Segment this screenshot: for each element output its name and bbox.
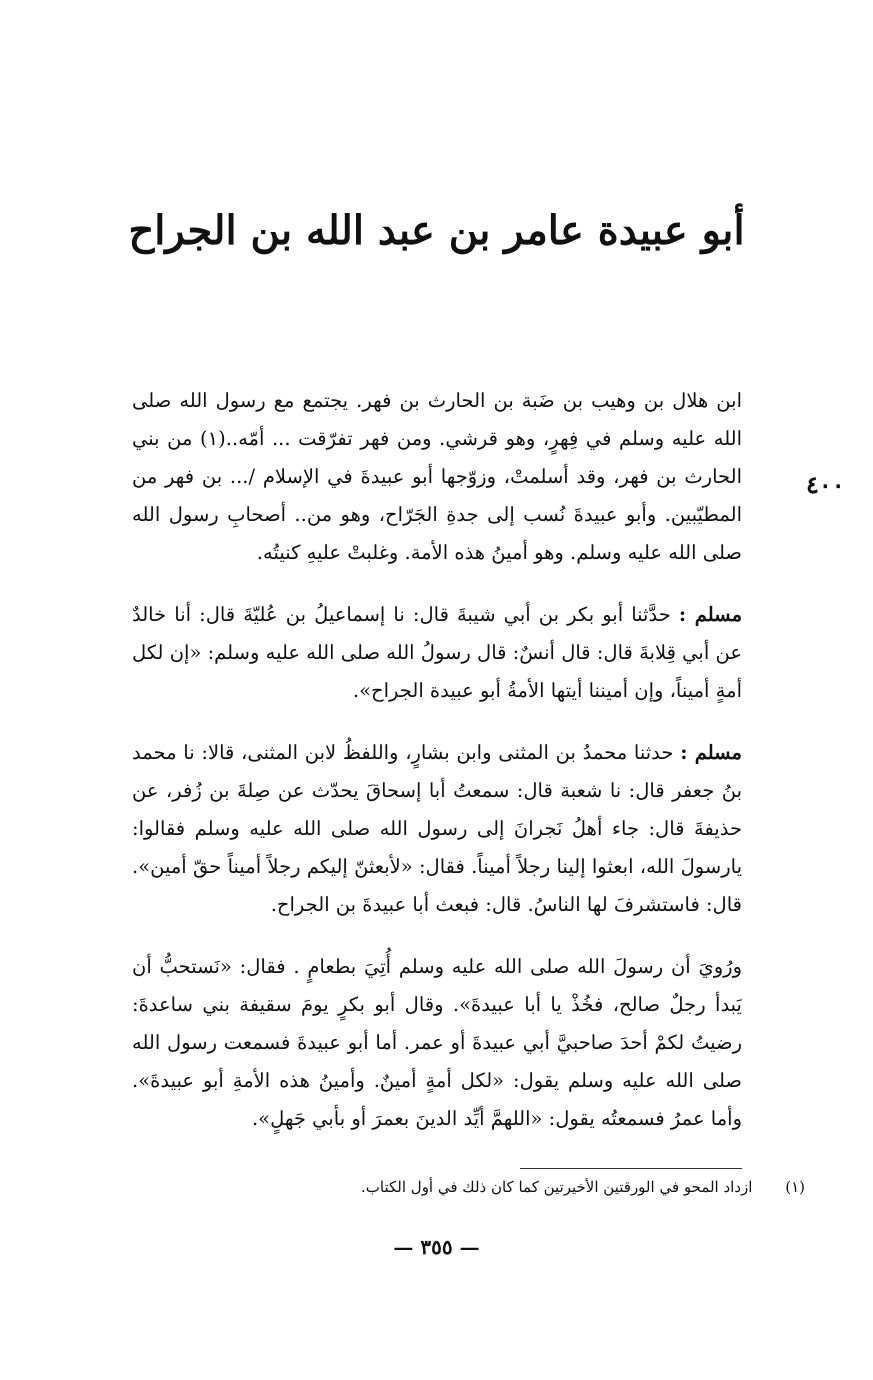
paragraph-4 xyxy=(132,948,742,1138)
paragraph-2-speaker: مسلم : xyxy=(678,603,743,626)
paragraph-3 xyxy=(132,734,742,924)
paragraph-1 xyxy=(132,382,742,572)
footnote-divider xyxy=(520,1168,742,1169)
paragraph-3-text: حدثنا محمدُ بن المثنى وابن بشارٍ، واللفظُ لابن المثنى، قالا: نا محمد بنُ جعفر قال: نا شعبة قال: سمعتُ أبا إسحاقَ يحدّث عن صِلةَ بن زُفر، عن حذيفةَ قال: جاء أهلُ نَجرانَ إلى رسول الله صلى الله عليه وسلم فقالوا: يارسولَ الله، ابعثوا إلينا رجلاً أميناً. فقال: «لأبعثنّ إليكم رجلاً أميناً حقّ أمين». قال: فاستشرفَ لها الناسُ. قال: فبعث أبا عبيدةَ بن الجراح. xyxy=(132,741,742,916)
page-title: أبو عبيدة عامر بن عبد الله بن الجراح xyxy=(128,207,745,254)
paragraph-2-text: حدَّثنا أبو بكر بن أبي شيبةَ قال: نا إسماعيلُ بن عُليّةَ قال: أنا خالدٌ عن أبي قِلابةَ قال: قال أنسٌ: قال رسولُ الله صلى الله عليه وسلم: «إن لكل أمةٍ أميناً، وإن أميننا أيتها الأمةُ أبو عبيدة الجراح». xyxy=(132,603,742,702)
footnote-mark: (١) xyxy=(785,1178,805,1196)
paragraph-1-text: ابن هلال بن وهيب بن ضَبة بن الحارث بن فهر. يجتمع مع رسول الله صلى الله عليه وسلم في فِهرٍ، وهو قرشي. ومن فهر تفرّقت ... أمّه..(١) من بني الحارث بن فهر، وقد أسلمتْ، وزوّجها أبو عبيدةَ في الإسلام /... بن فهر من المطيّبين. وأبو عبيدةَ نُسب إلى جدةِ الجَرّاح، وهو من.. أصحابِ رسول الله صلى الله عليه وسلم. وهو أمينُ هذه الأمة. وغلبتْ عليهِ كنيتُه. xyxy=(132,389,743,564)
paragraph-4-text: ورُويَ أن رسولَ الله صلى الله عليه وسلم أُتِيَ بطعامٍ . فقال: «نَستحبُّ أن يَبدأ رجلٌ صالح، فخُذْ يا أبا عبيدةَ». وقال أبو بكرٍ يومَ سقيفة بني ساعدةَ: رضيتُ لكمْ أحدَ صاحبيَّ أبي عبيدةَ أو عمر. أما أبو عبيدةَ فسمعت رسول الله صلى الله عليه وسلم يقول: «لكل أمةٍ أمينٌ. وأمينُ هذه الأمةِ أبو عبيدةَ». وأما عمرُ فسمعتُه يقول: «اللهمَّ أيِّد الدينَ بعمرَ أو بأبي جَهلٍ». xyxy=(132,955,742,1130)
footnote xyxy=(125,1174,805,1200)
margin-folio-number: ٤٠٠ xyxy=(806,470,845,499)
page-number: — ٣٥٥ — xyxy=(393,1235,480,1259)
paragraph-3-speaker: مسلم : xyxy=(680,741,742,764)
footnote-text: ازداد المحو في الورقتين الأخيرتين كما كان ذلك في أول الكتاب. xyxy=(361,1178,753,1196)
paragraph-2 xyxy=(132,596,742,710)
